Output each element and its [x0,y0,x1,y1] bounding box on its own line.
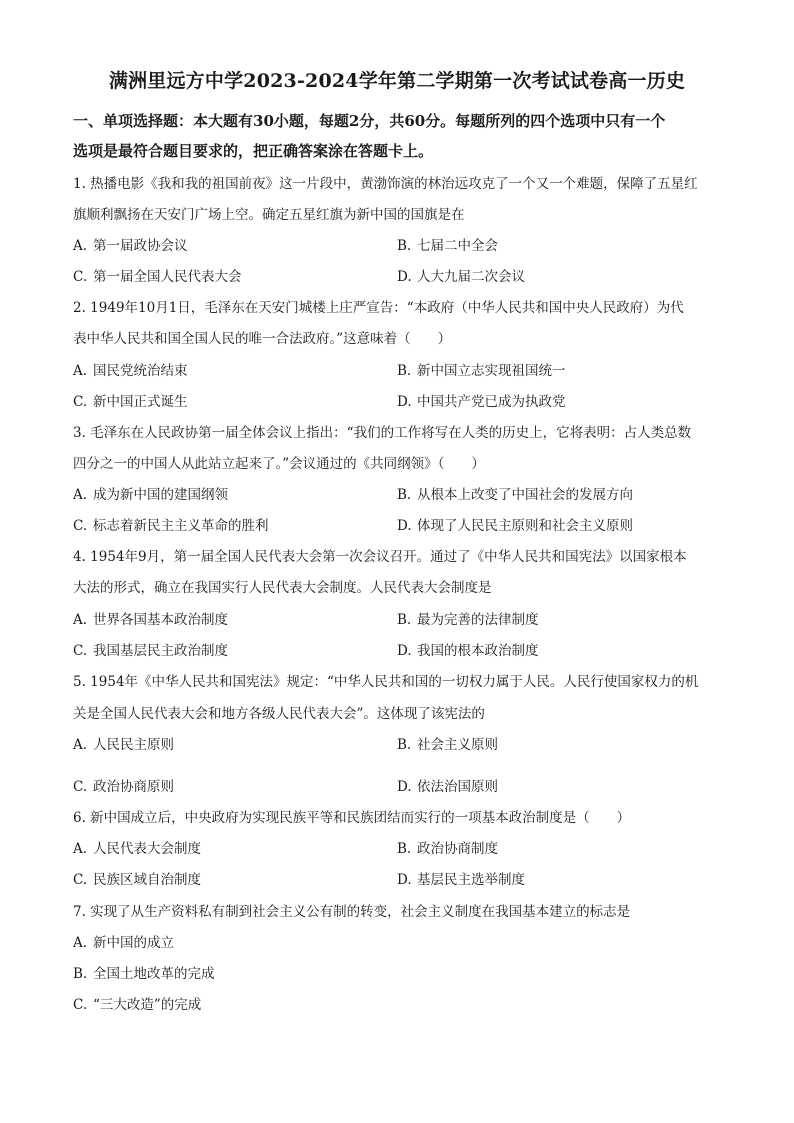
option-text: 人民民主原则 [93,737,174,753]
option-text: 人大九届二次会议 [417,269,525,285]
option-key: B. [397,841,412,857]
option-key: A. [73,238,88,254]
question-3-option-d[interactable] [397,514,633,534]
option-text: 第一届全国人民代表大会 [93,269,242,285]
option-text: 依法治国原则 [417,779,498,795]
question-2-stem-line-2: 表中华人民共和国全国人民的唯一合法政府。”这意味着（ ） [73,331,452,347]
option-text: 社会主义原则 [417,737,498,753]
option-text: 政治协商制度 [417,841,498,857]
question-2-option-b[interactable] [397,359,566,379]
question-2-option-c[interactable] [73,390,188,410]
section-instructions [73,106,723,166]
question-5-stem-line-1: 5. 1954年《中华人民共和国宪法》规定：“中华人民共和国的一切权力属于人民。人民行使国家权力的机 [73,674,699,690]
section-instructions-line-2: 选项是最符合题目要求的，把正确答案涂在答题卡上。 [73,142,434,160]
question-4-option-c[interactable] [73,639,228,659]
question-7-stem-line-1: 7. 实现了从生产资料私有制到社会主义公有制的转变，社会主义制度在我国基本建立的标志是 [73,904,631,920]
question-7-option-b[interactable] [73,962,215,982]
question-5-option-a[interactable] [73,733,174,753]
question-3-option-b[interactable] [397,483,633,503]
question-5-option-c[interactable] [73,775,174,795]
option-key: A. [73,841,88,857]
question-2-option-d[interactable] [397,390,566,410]
option-text: 第一届政协会议 [93,238,188,254]
option-key: B. [73,966,88,982]
question-2-stem-line-1: 2. 1949年10月1日，毛泽东在天安门城楼上庄严宣告：“本政府（中华人民共和国中央人民政府）为代 [73,300,684,316]
question-4-stem-line-2: 大法的形式，确立在我国实行人民代表大会制度。人民代表大会制度是 [73,580,492,596]
option-text: 我国的根本政治制度 [417,643,539,659]
option-key: C. [73,643,88,659]
option-key: C. [73,269,88,285]
option-text: “三大改造”的完成 [93,997,202,1013]
option-text: 我国基层民主政治制度 [93,643,228,659]
option-text: 最为完善的法律制度 [417,612,539,628]
question-6-option-c[interactable] [73,868,201,888]
question-3-stem-line-2: 四分之一的中国人从此站立起来了。”会议通过的《共同纲领》（ ） [73,456,485,472]
option-text: 人民代表大会制度 [93,841,201,857]
option-key: D. [397,779,412,795]
option-key: B. [397,612,412,628]
question-4-option-b[interactable] [397,608,539,628]
question-3-stem-line-1: 3. 毛泽东在人民政协第一届全体会议上指出：“我们的工作将写在人类的历史上，它将表明：占人类总数 [73,425,692,441]
option-text: 体现了人民民主原则和社会主义原则 [417,518,633,534]
option-key: D. [397,269,412,285]
option-key: A. [73,363,88,379]
question-6-option-d[interactable] [397,868,525,888]
question-1-stem-line-1: 1. 热播电影《我和我的祖国前夜》这一片段中，黄渤饰演的林治远攻克了一个又一个难题，保障了五星红 [73,176,698,192]
question-7-option-a[interactable] [73,931,174,951]
option-key: D. [397,872,412,888]
question-2-option-a[interactable] [73,359,188,379]
question-6-stem-line-1: 6. 新中国成立后，中央政府为实现民族平等和民族团结而实行的一项基本政治制度是（ ） [73,810,631,826]
question-1-option-d[interactable] [397,265,525,285]
option-key: C. [73,394,88,410]
option-text: 新中国的成立 [93,935,174,951]
question-1-stem-line-2: 旗顺利飘扬在天安门广场上空。确定五星红旗为新中国的国旗是在 [73,207,465,223]
option-key: D. [397,643,412,659]
section-instructions-line-1: 一、单项选择题：本大题有30小题，每题2分，共60分。每题所列的四个选项中只有一个 [73,112,666,130]
option-text: 七届二中全会 [417,238,498,254]
option-key: B. [397,363,412,379]
option-text: 从根本上改变了中国社会的发展方向 [417,487,633,503]
option-key: C. [73,997,88,1013]
option-text: 民族区域自治制度 [93,872,201,888]
question-3-option-c[interactable] [73,514,269,534]
option-key: A. [73,612,88,628]
option-text: 成为新中国的建国纲领 [93,487,228,503]
question-6-option-b[interactable] [397,837,498,857]
option-key: C. [73,518,88,534]
exam-title: 满洲里远方中学2023-2024学年第二学期第一次考试试卷高一历史 [108,70,686,92]
question-4-option-a[interactable] [73,608,228,628]
question-5-option-b[interactable] [397,733,498,753]
option-text: 中国共产党已成为执政党 [417,394,566,410]
option-key: C. [73,872,88,888]
option-text: 标志着新民主主义革命的胜利 [93,518,269,534]
option-text: 全国土地改革的完成 [93,966,215,982]
option-key: D. [397,518,412,534]
option-text: 新中国立志实现祖国统一 [417,363,566,379]
question-5-stem-line-2: 关是全国人民代表大会和地方各级人民代表大会”。这体现了该宪法的 [73,706,485,722]
question-1-option-c[interactable] [73,265,242,285]
option-text: 国民党统治结束 [93,363,188,379]
question-1-option-b[interactable] [397,234,498,254]
option-key: A. [73,935,88,951]
option-key: C. [73,779,88,795]
question-3-option-a[interactable] [73,483,228,503]
question-6-option-a[interactable] [73,837,201,857]
option-key: D. [397,394,412,410]
option-text: 政治协商原则 [93,779,174,795]
question-1-option-a[interactable] [73,234,188,254]
question-4-option-d[interactable] [397,639,539,659]
option-key: B. [397,737,412,753]
option-key: B. [397,238,412,254]
question-7-option-c[interactable] [73,993,201,1013]
option-text: 新中国正式诞生 [93,394,188,410]
option-key: B. [397,487,412,503]
option-text: 基层民主选举制度 [417,872,525,888]
question-4-stem-line-1: 4. 1954年9月，第一届全国人民代表大会第一次会议召开。通过了《中华人民共和国宪法》以国家根本 [73,549,687,565]
option-text: 世界各国基本政治制度 [93,612,228,628]
question-5-option-d[interactable] [397,775,498,795]
option-key: A. [73,737,88,753]
option-key: A. [73,487,88,503]
